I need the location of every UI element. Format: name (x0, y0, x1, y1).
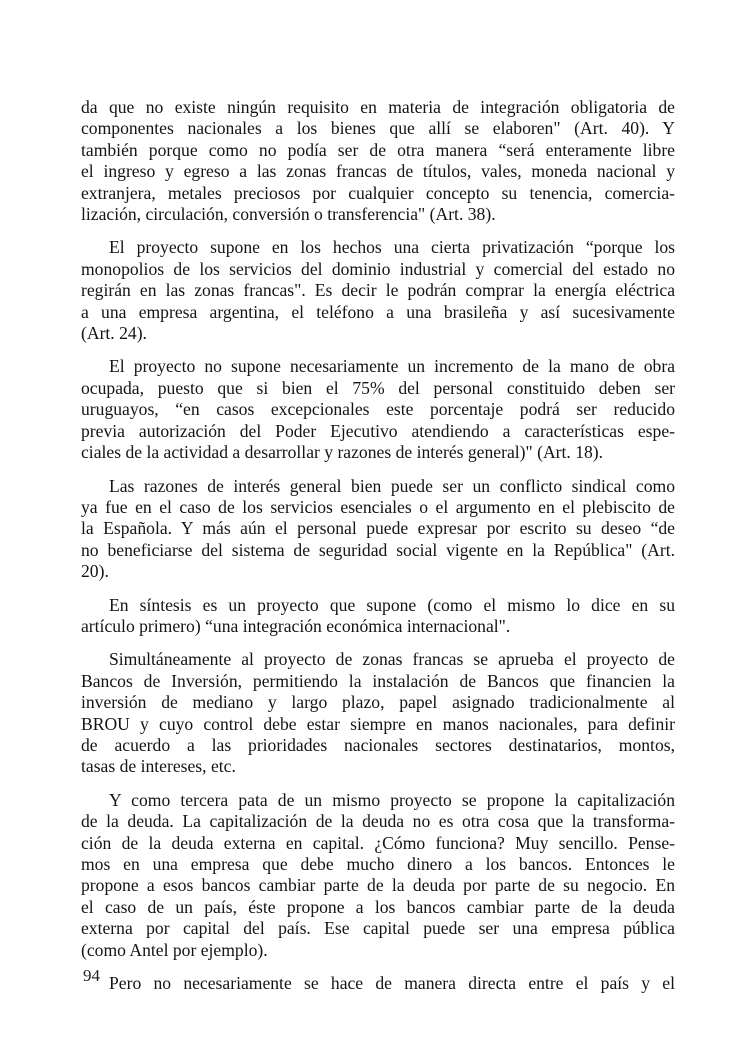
text-line: Y como tercera pata de un mismo proyecto se propone la capitalización (109, 789, 675, 810)
text-line: propone a esos bancos cambiar parte de la deuda por parte de su negocio. En (81, 875, 675, 896)
page-number: 94 (83, 966, 100, 985)
text-line: monopolios de los servicios del dominio industrial y comercial del estado no (81, 258, 675, 279)
text-line: ya fue en el caso de los servicios esenciales o el argumento en el plebiscito de (81, 496, 675, 517)
paragraph-continuation (81, 97, 675, 225)
text-line: BROU y cuyo control debe estar siempre en manos nacionales, para definir (81, 713, 675, 734)
text-line: el caso de un país, éste propone a los bancos cambiar parte de la deuda (81, 896, 675, 917)
text-line: El proyecto supone en los hechos una cierta privatización “porque los (109, 237, 675, 258)
text-line: El proyecto no supone necesariamente un incremento de la mano de obra (109, 356, 675, 377)
text-line: ocupada, puesto que si bien el 75% del personal constituido deben ser (81, 377, 675, 398)
text-line: artículo primero) “una integración económica internacional". (81, 615, 511, 636)
text-line: ción de la deuda externa en capital. ¿Cómo funciona? Muy sencillo. Pense- (81, 832, 675, 853)
text-line: componentes nacionales a los bienes que allí se elaboren" (Art. 40). Y (81, 118, 675, 139)
text-line: En síntesis es un proyecto que supone (como el mismo lo dice en su (109, 594, 675, 615)
paragraph-privatizacion (81, 237, 675, 344)
text-line: uruguayos, “en casos excepcionales este porcentaje podrá ser reducido (81, 399, 675, 420)
text-line: a una empresa argentina, el teléfono a una brasileña y así sucesivamente (81, 301, 675, 322)
paragraph-continues-next-page (81, 973, 675, 994)
text-line: da que no existe ningún requisito en materia de integración obligatoria de (81, 97, 675, 117)
page-body (81, 97, 675, 1006)
paragraph-sintesis (81, 595, 675, 638)
paragraph-bancos-inversion (81, 649, 675, 777)
text-line: tasas de intereses, etc. (81, 756, 236, 777)
text-line: externa por capital del país. Ese capital puede ser una empresa pública (81, 918, 675, 939)
text-line: también porque como no podía ser de otra manera “será enteramente libre (81, 139, 675, 160)
text-line: Simultáneamente al proyecto de zonas francas se aprueba el proyecto de (109, 649, 675, 670)
text-line: inversión de mediano y largo plazo, papel asignado tradicionalmente al (81, 692, 675, 713)
paragraph-mano-de-obra (81, 356, 675, 463)
text-line: el ingreso y egreso a las zonas francas de títulos, vales, moneda nacional y (81, 161, 675, 182)
text-line: regirán en las zonas francas". Es decir le podrán comprar la energía eléctrica (81, 280, 675, 301)
text-line: Bancos de Inversión, permitiendo la instalación de Bancos que financien la (81, 670, 675, 691)
text-line: Las razones de interés general bien puede ser un conflicto sindical como (109, 475, 675, 496)
text-line: la Española. Y más aún el personal puede expresar por escrito su deseo “de (81, 518, 675, 539)
text-line: no beneficiarse del sistema de seguridad social vigente en la República" (Art. (81, 539, 675, 560)
text-line: lización, circulación, conversión o transferencia" (Art. 38). (81, 204, 496, 225)
text-line: de la deuda. La capitalización de la deuda no es otra cosa que la transforma- (81, 811, 675, 832)
text-line: 20). (81, 561, 109, 582)
text-line: (Art. 24). (81, 323, 147, 344)
text-line: Pero no necesariamente se hace de manera directa entre el país y el (109, 973, 675, 994)
text-line: de acuerdo a las prioridades nacionales sectores destinatarios, montos, (81, 734, 675, 755)
text-line: (como Antel por ejemplo). (81, 939, 268, 960)
text-line: mos en una empresa que debe mucho dinero a los bancos. Entonces le (81, 854, 675, 874)
paragraph-capitalizacion-deuda (81, 790, 675, 961)
text-line: extranjera, metales preciosos por cualquier concepto su tenencia, comercia- (81, 182, 675, 203)
paragraph-interes-general (81, 476, 675, 583)
text-line: previa autorización del Poder Ejecutivo atendiendo a características espe- (81, 420, 675, 441)
text-line: ciales de la actividad a desarrollar y razones de interés general)" (Art. 18). (81, 442, 604, 463)
